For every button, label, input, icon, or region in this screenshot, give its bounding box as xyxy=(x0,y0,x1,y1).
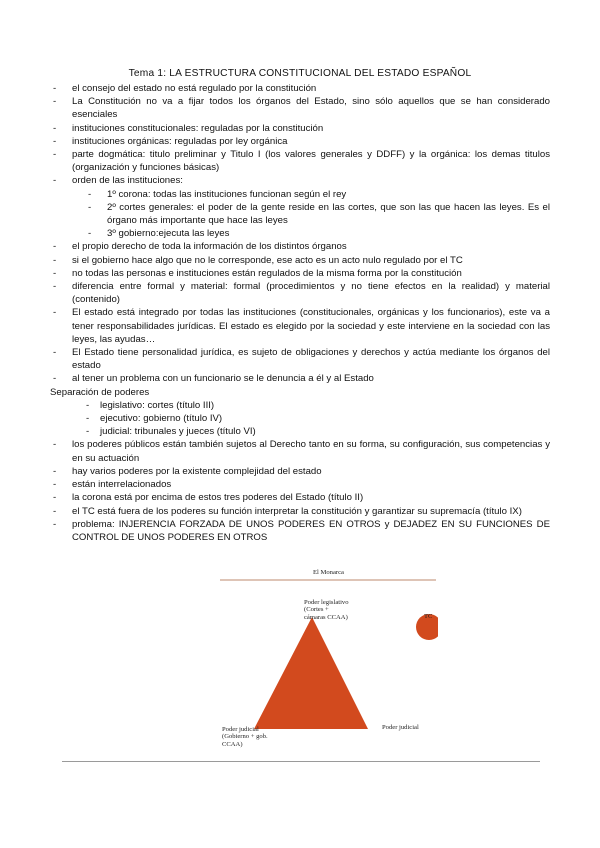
powers-list xyxy=(50,399,550,439)
order-item: - 2º cortes generales: el poder de la gente reside en las cortes, que son las que hacen las leyes. Es el órgano más importante que hace las leyes xyxy=(50,201,550,227)
list-b xyxy=(50,240,550,385)
list-item: - instituciones constitucionales: reguladas por la constitución xyxy=(50,122,550,135)
list-item: - si el gobierno hace algo que no le corresponde, ese acto es un acto nulo regulado por el TC xyxy=(50,254,550,267)
list-item: - diferencia entre formal y material: formal (procedimientos y no tiene efectos en la realidad) y material (contenido) xyxy=(50,280,550,306)
list-item: - el TC está fuera de los poderes su función interpretar la constitución y garantizar su supremacía (título IX) xyxy=(50,505,550,518)
power-item: - judicial: tribunales y jueces (título VI) xyxy=(50,425,550,438)
notes-body xyxy=(50,82,550,544)
list-c xyxy=(50,438,550,544)
judicial-right-label: Poder judicial xyxy=(382,724,419,731)
order-list xyxy=(50,188,550,241)
order-item: - 3º gobierno:ejecuta las leyes xyxy=(50,227,550,240)
power-item: - ejecutivo: gobierno (título IV) xyxy=(50,412,550,425)
order-item: - 1º corona: todas las instituciones funcionan según el rey xyxy=(50,188,550,201)
list-item: - La Constitución no va a fijar todos los órganos del Estado, sino sólo aquellos que se han considerado esenciales xyxy=(50,95,550,121)
page-title: Tema 1: LA ESTRUCTURA CONSTITUCIONAL DEL ESTADO ESPAÑOL xyxy=(128,68,472,79)
list-item: - el consejo del estado no está regulado por la constitución xyxy=(50,82,550,95)
tc-label: TC xyxy=(424,613,433,620)
list-item: - El estado está integrado por todas las instituciones (constitucionales, orgánicas y los funcionarios), este va a tener responsabilidades jurídicas. El estado es elegido por la sociedad y este interviene en la sociedad con las leyes, las ayudas… xyxy=(50,306,550,346)
list-item: - no todas las personas e instituciones están regulados de la misma forma por la constitución xyxy=(50,267,550,280)
powers-diagram xyxy=(218,563,438,749)
monarch-label: El Monarca xyxy=(313,569,344,576)
list-item: - al tener un problema con un funcionario se le denuncia a él y al Estado xyxy=(50,372,550,385)
list-item: - los poderes públicos están también sujetos al Derecho tanto en su forma, su configuración, sus competencias y en su actuación xyxy=(50,438,550,464)
list-item: - problema: INJERENCIA FORZADA DE UNOS PODERES EN OTROS y DEJADEZ EN SU FUNCIONES DE CONTROL DE UNOS PODERES EN OTROS xyxy=(50,518,550,544)
list-item: - el propio derecho de toda la información de los distintos órganos xyxy=(50,240,550,253)
judicial-left-label: Poder judicial (Gobierno + gob. CCAA) xyxy=(222,726,268,748)
legislative-label: Poder legislativo (Cortes + cámaras CCAA) xyxy=(304,599,349,621)
list-a xyxy=(50,82,550,188)
powers-triangle xyxy=(254,617,368,729)
powers-diagram-svg xyxy=(218,563,438,749)
list-item: - orden de las instituciones: xyxy=(50,174,550,187)
list-item: - hay varios poderes por la existente complejidad del estado xyxy=(50,465,550,478)
separation-heading: Separación de poderes xyxy=(50,386,150,398)
list-item: - están interrelacionados xyxy=(50,478,550,491)
list-item: - instituciones orgánicas: reguladas por ley orgánica xyxy=(50,135,550,148)
footer-rule xyxy=(62,761,540,762)
power-item: - legislativo: cortes (título III) xyxy=(50,399,550,412)
list-item: - El Estado tiene personalidad jurídica, es sujeto de obligaciones y derechos y actúa mediante los órganos del estado xyxy=(50,346,550,372)
list-item: - la corona está por encima de estos tres poderes del Estado (título II) xyxy=(50,491,550,504)
list-item: - parte dogmática: titulo preliminar y Titulo I (los valores generales y DDFF) y la orgánica: los demas titulos (organización y funciones básicas) xyxy=(50,148,550,174)
